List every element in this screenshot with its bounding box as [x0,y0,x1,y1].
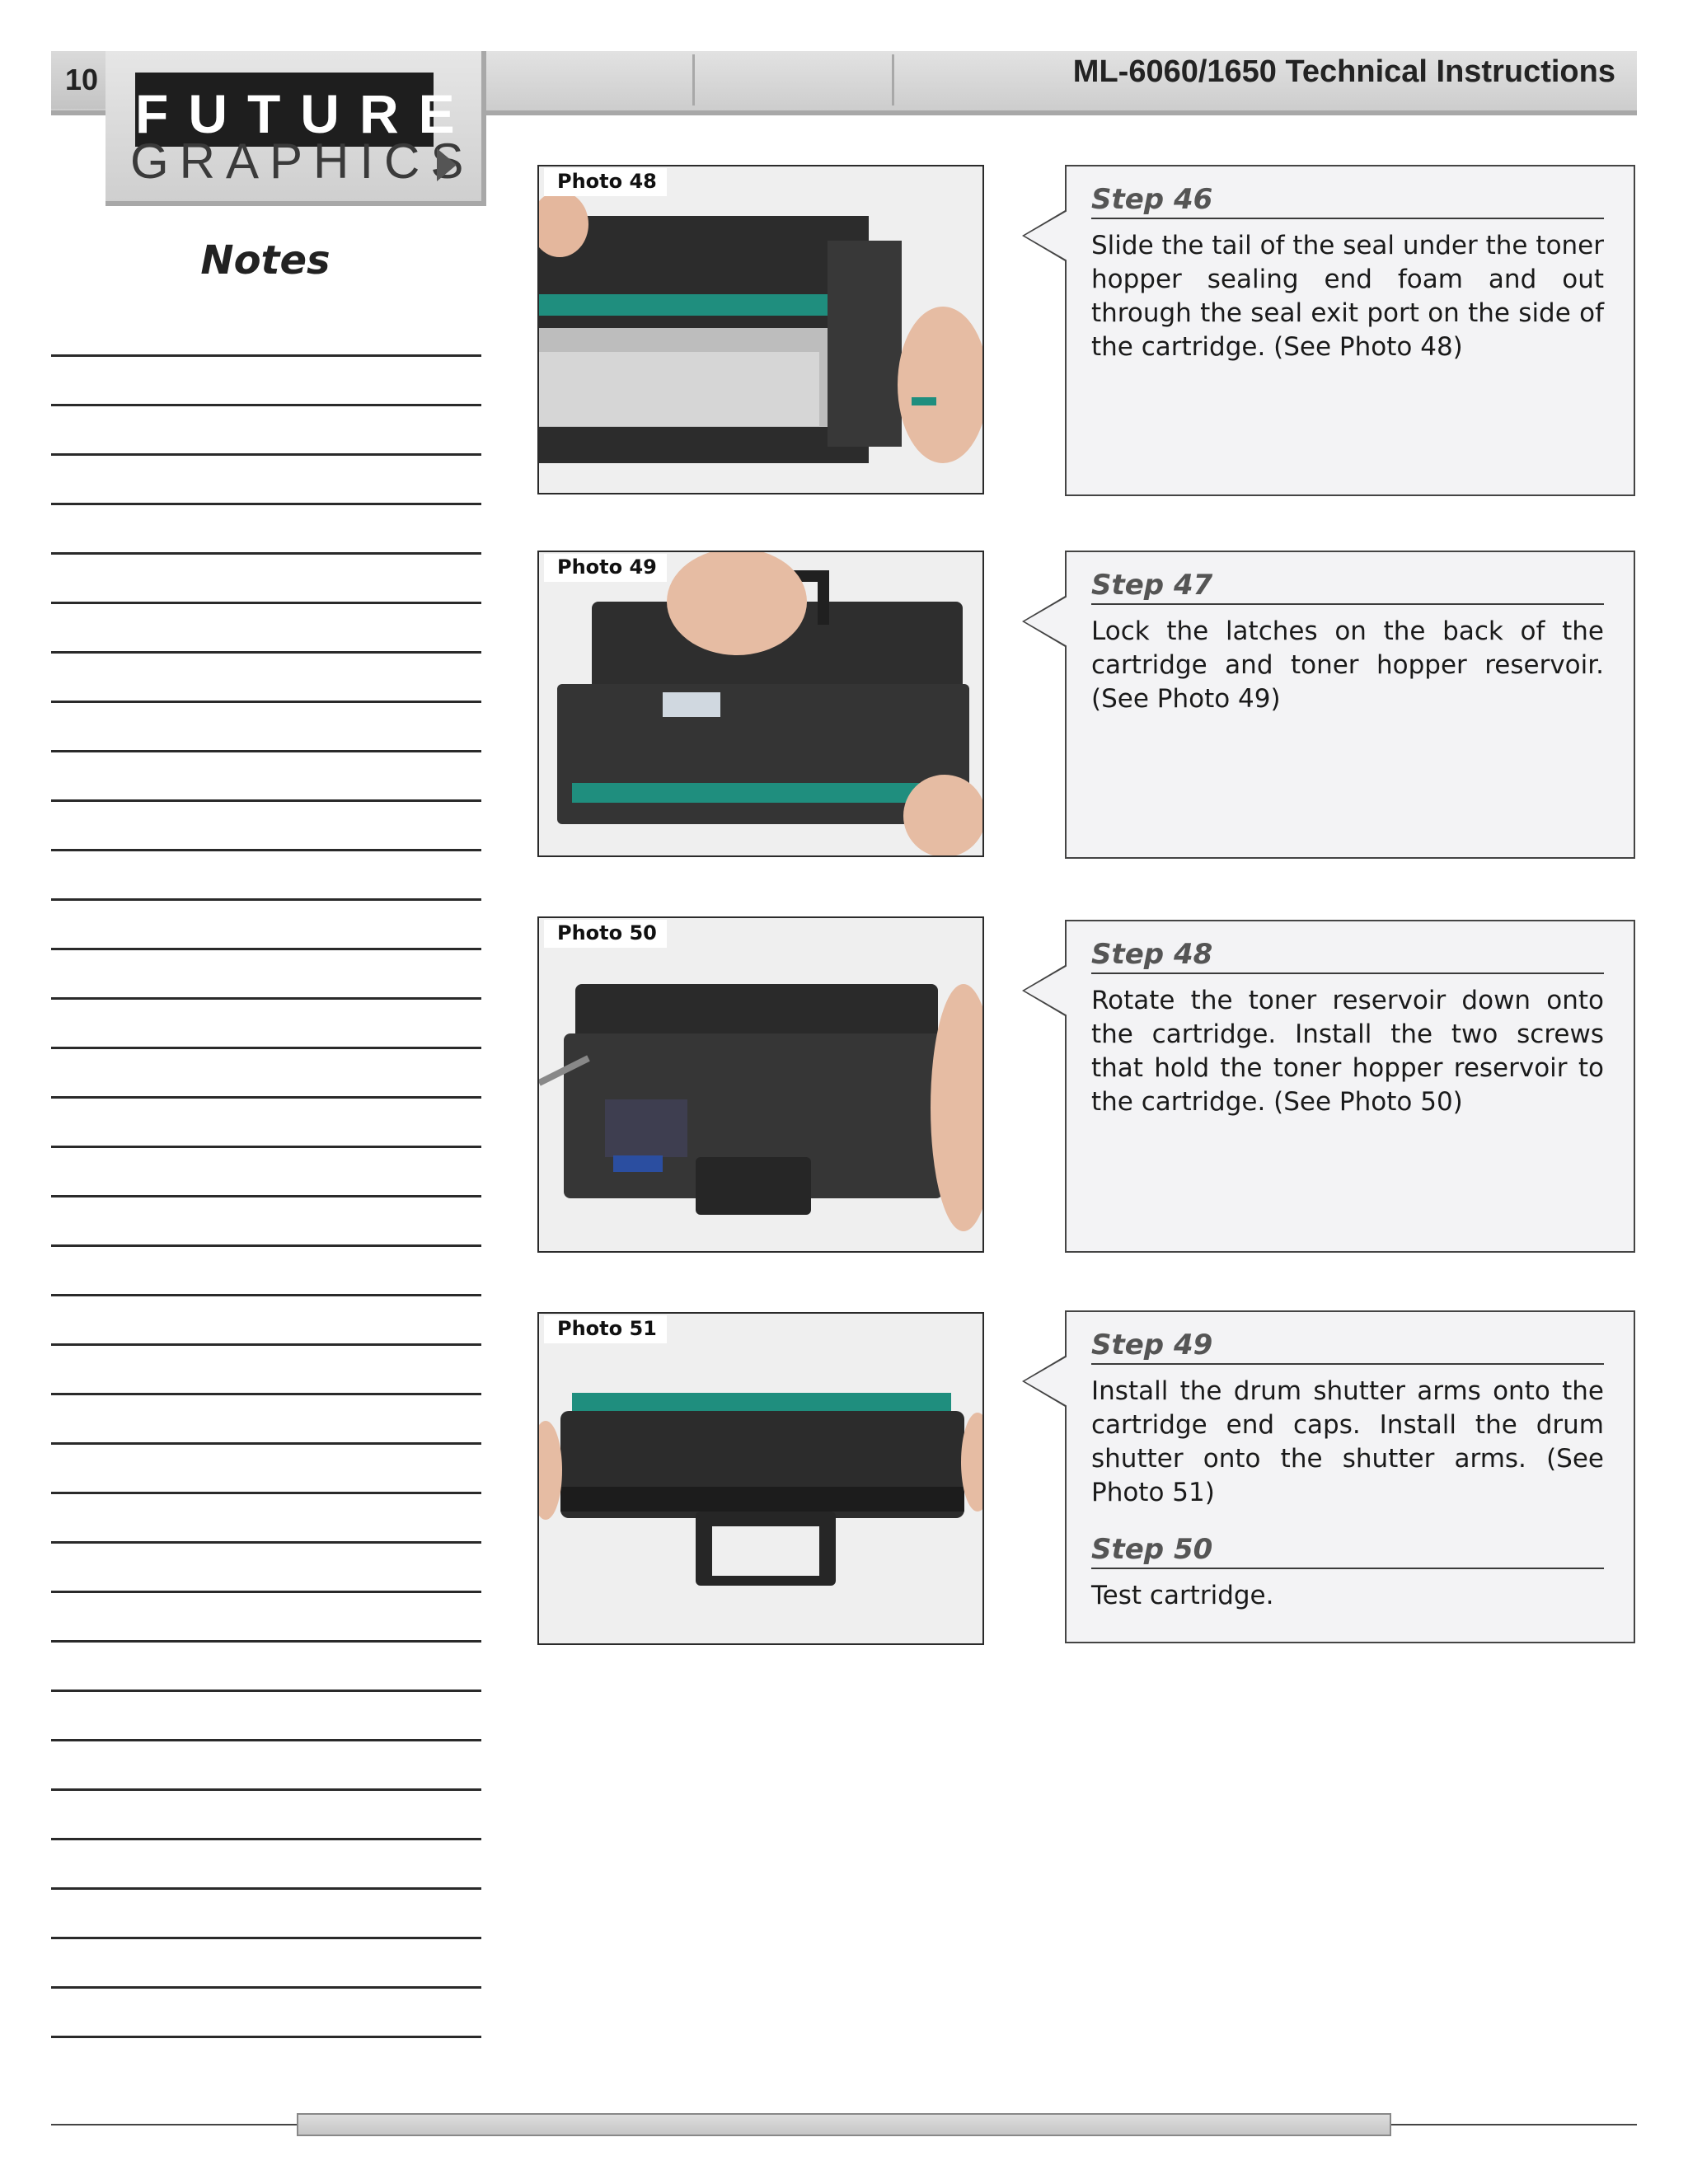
step-46-box [1065,165,1635,496]
step-title: Step 46 [1091,183,1604,219]
note-line [51,1244,481,1247]
photo-label: Photo 51 [544,1315,667,1343]
note-line [51,948,481,950]
cartridge-photo-48 [539,166,982,493]
footer-bar [297,2113,1391,2136]
photo-48 [537,165,984,494]
logo-arrow-icon [437,148,457,181]
note-line [51,1640,481,1643]
note-line [51,898,481,901]
step-48-box [1065,920,1635,1253]
note-line [51,1788,481,1791]
note-line [51,2036,481,2038]
photo-label: Photo 48 [544,168,667,196]
note-line [51,1739,481,1741]
step-title: Step 50 [1091,1533,1604,1569]
step-49-50-box [1065,1310,1635,1643]
step-47-box [1065,551,1635,859]
step-text: Rotate the toner reservoir down onto the cartridge. Install the two screws that hold the toner hopper reservoir to the cartridge. (See Photo 50) [1091,986,1604,1117]
note-line [51,354,481,357]
step-text: Install the drum shutter arms onto the cartridge end caps. Install the drum shutter onto the shutter arms. (See Photo 51) [1091,1376,1604,1507]
note-line [51,1393,481,1395]
note-line [51,1343,481,1346]
logo-wordmark-top: FUTURE [135,73,434,147]
note-line [51,1047,481,1049]
logo-wordmark-bottom: GRAPHICS [130,134,475,189]
note-line [51,1541,481,1544]
note-line [51,1492,481,1494]
step-title: Step 47 [1091,569,1604,605]
note-line [51,503,481,505]
note-line [51,799,481,802]
photo-49 [537,551,984,857]
note-line [51,849,481,851]
note-line [51,1937,481,1939]
note-line [51,1195,481,1197]
note-line [51,552,481,555]
document-title: ML-6060/1650 Technical Instructions [1072,54,1615,89]
note-line [51,750,481,752]
photo-51 [537,1312,984,1645]
note-line [51,1591,481,1593]
step-title: Step 49 [1091,1329,1604,1365]
photo-label: Photo 50 [544,920,667,948]
notes-heading: Notes [200,237,331,284]
note-line [51,1096,481,1099]
note-line [51,602,481,604]
note-line [51,1294,481,1296]
cartridge-photo-49 [539,552,982,855]
note-line [51,1887,481,1890]
step-text: Slide the tail of the seal under the toner hopper sealing end foam and out through the seal exit port on the side of the cartridge. (See Photo 48) [1091,231,1604,362]
note-line [51,651,481,654]
step-text: Lock the latches on the back of the cartridge and toner hopper reservoir. (See Photo 49) [1091,616,1604,714]
note-line [51,997,481,1000]
note-line [51,404,481,406]
cartridge-photo-51 [539,1314,982,1643]
page-number: 10 [51,51,115,109]
note-line [51,1442,481,1445]
step-text: Test cartridge. [1091,1581,1274,1610]
note-line [51,1986,481,1989]
photo-50 [537,916,984,1253]
note-line [51,1690,481,1692]
note-line [51,701,481,703]
note-line [51,453,481,456]
note-line [51,1838,481,1840]
header-divider [892,54,894,105]
cartridge-photo-50 [539,918,982,1251]
step-title: Step 48 [1091,938,1604,974]
photo-label: Photo 49 [544,554,667,582]
header-divider [692,54,695,105]
note-line [51,1146,481,1148]
